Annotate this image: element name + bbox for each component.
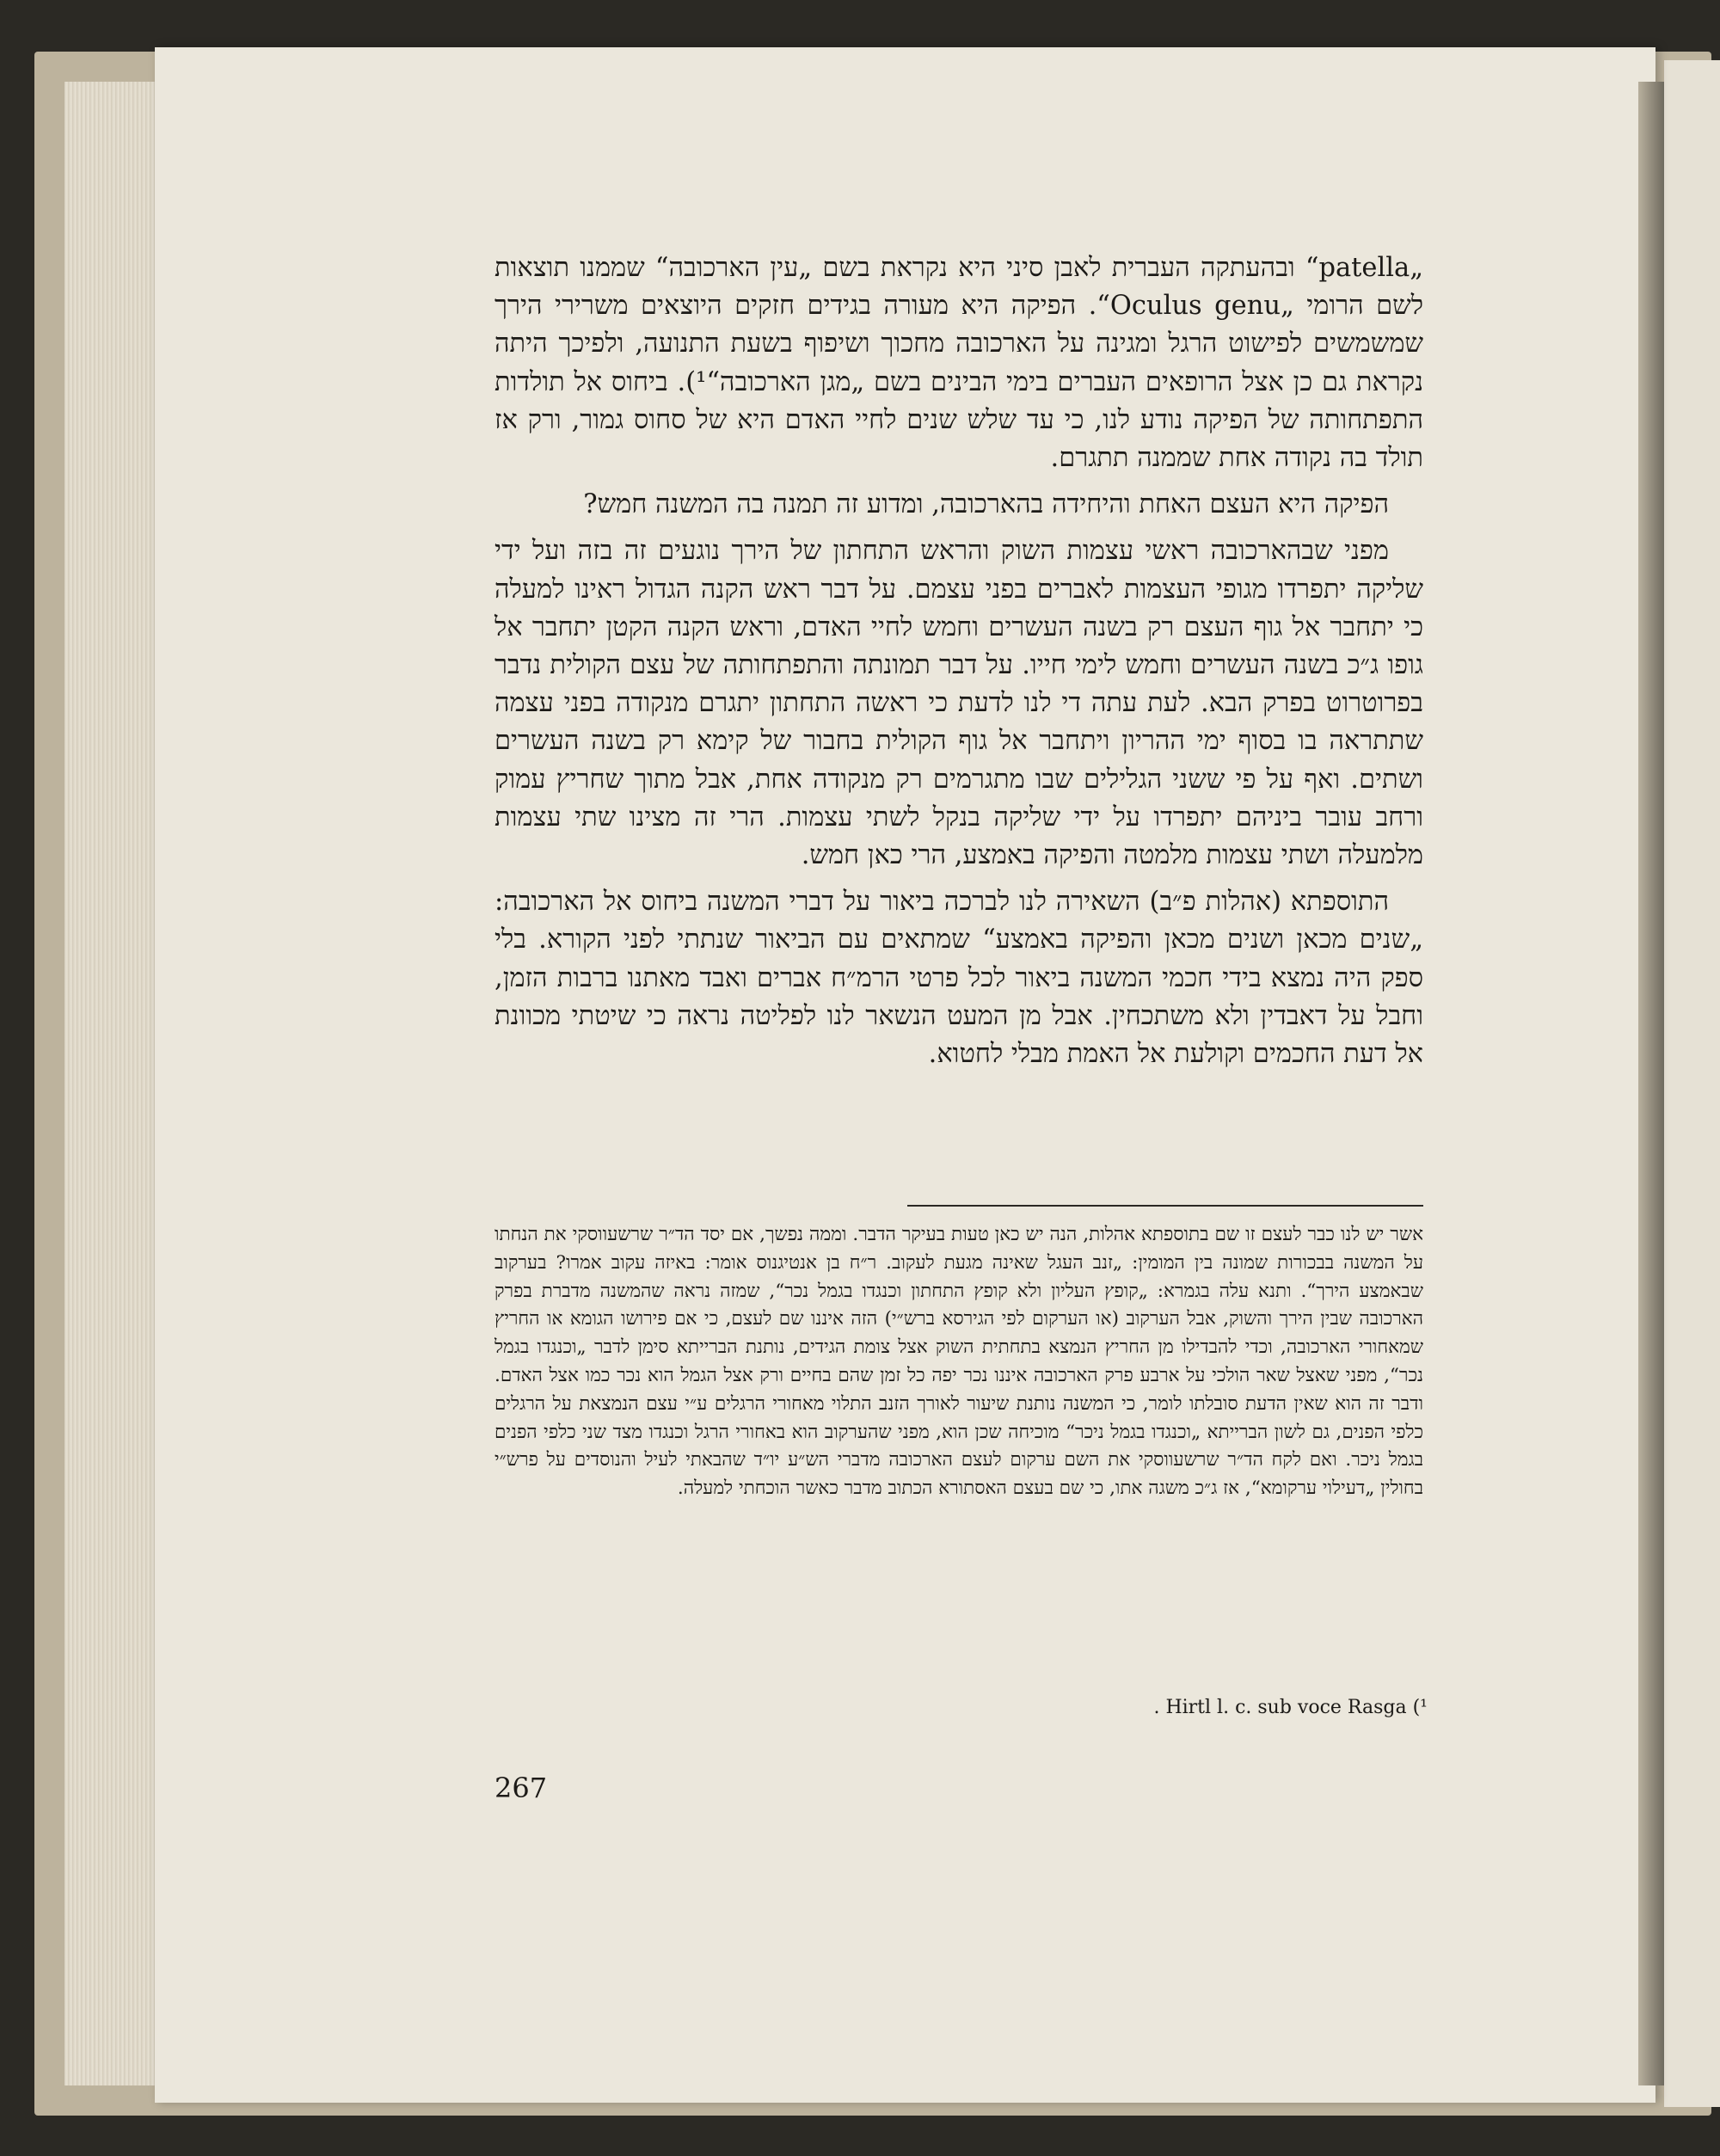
footnote-text: אשר יש לנו כבר לעצם זו שם בתוספתא אהלות, הנה יש כאן טעות בעיקר הדבר. וממה נפשך, אם יסד הד״ר שרשעווסקי את הנחתו על המשנה בבכורות שמונה בין המומין: „זנב העגל שאינה מגעת לעקוב. ר״ח בן אנטיגנוס אומר: באיזה עקוב אמרו? בערקוב שבאמצע הירך“. ותנא עלה בגמרא: „קופץ העליון ולא קופץ התחתון וכנגדו בגמל נכר“, שמזה נראה שהמשנה מדברת בפרק הארכובה שבין הירך והשוק, אבל הערקוב (או הערקום לפי הגירסא ברש״י) הזה איננו שם לעצם, כי אם פירושו הגומא או החריץ שמאחורי הארכובה, וכדי להבדילו מן החריץ הנמצא בתחתית השוק אצל צומת הגידים, נותנת הברייתא סימן לדבר „וכנגדו בגמל נכר“, מפני שאצל שאר הולכי על ארבע פרק הארכובה איננו נכר יפה כל זמן שהם בחיים ורק אצל הגמל הוא נכר כמו אצל האדם. ודבר זה הוא שאין הדעת סובלתו לומר, כי המשנה נותנת שיעור לאורך הזנב התלוי מאחורי הרגלים ע״י עצם הנמצאת על הרגלים כלפי הפנים, גם לשון הברייתא „וכנגדו בגמל ניכר“ מוכיחה שכן הוא, מפני שהערקוב הוא באחורי הרגל וכנגדו מצד שני כלפי הפנים בגמל ניכר. ואם לקח הד״ר שרשעווסקי את השם ערקום לעצם הארכובה מדברי הש״ע יו״ד שהבאתי לעיל והנוסדים על פרש״י בחולין „דעילוי ערקומא“, אז ג״כ משגה אתו, כי שם בעצם האסתורא הכתוב מדבר כאשר הוכחתי למעלה. — [494, 1224, 1423, 1500]
page-number: 267 — [494, 1772, 548, 1804]
footnote-separator — [907, 1205, 1423, 1207]
paragraph-1: „patella“ ובהעתקה העברית לאבן סיני היא נקראת בשם „עין הארכובה“ שממנו תוצאות לשם הרומי „Oculus genu“. הפיקה היא מעורה בגידים חזקים היוצאים משרירי הירך שמשמשים לפישוט הרגל ומגינה על הארכובה מחכוך ושיפוף בשעת התנועה, ולפיכך היתה נקראת גם כן אצל הרופאים העברים בימי הבינים בשם „מגן הארכובה“¹). ביחוס אל תולדות התפתחותה של הפיקה נודע לנו, כי עד שלש שנים לחיי האדם היא של סחוס גמור, ורק אז תולד בה נקודה אחת שממנה תתגרם. — [494, 253, 1423, 474]
page-edges — [64, 82, 168, 2085]
paragraph-3: מפני שבהארכובה ראשי עצמות השוק והראש התחתון של הירך נוגעים זה בזה ועל ידי שליקה יתפרדו מגופי העצמות לאברים בפני עצמם. על דבר ראש הקנה הגדול ראינו למעלה כי יתחבר אל גוף העצם רק בשנה העשרים וחמש לחיי האדם, וראש הקנה הקטן יתחבר אל גופו ג״כ בשנה העשרים וחמש לימי חייו. על דבר תמונתה והתפתחותה של עצם הקולית נדבר בפרוטרוט בפרק הבא. לעת עתה די לנו לדעת כי ראשה התחתון יתגרם מנקודה בפני עצמה שתתראה בו בסוף ימי ההריון ויתחבר אל גוף הקולית בחבור של קימא רק בשנה העשרים ושתים. ואף על פי ששני הגלילים שבו מתגרמים רק מנקודה אחת, אבל מתוך שחריץ עמוק ורחב עובר ביניהם יתפרדו על ידי שליקה בנקל לשתי עצמות. הרי זה מצינו שתי עצמות מלמעלה ושתי עצמות מלמטה והפיקה באמצע, הרי כאן חמש. — [494, 536, 1423, 871]
footnote-reference: ¹) Hirtl l. c. sub voce Rasga . — [1153, 1697, 1428, 1718]
footnotes — [494, 1221, 1423, 1503]
book-gutter — [1638, 82, 1664, 2085]
paragraph-4: התוספתא (אהלות פ״ב) השאירה לנו לברכה ביאור על דברי המשנה ביחוס אל הארכובה: „שנים מכאן ושנים מכאן והפיקה באמצע“ שמתאים עם הביאור שנתתי לפני הקורא. בלי ספק היה נמצא בידי חכמי המשנה ביאור לכל פרטי הרמ״ח אברים ואבד מאתנו ברבות הזמן, וחבל על דאבדין ולא משתכחין. אבל מן המעט הנשאר לנו לפליטה נראה כי שיטתי מכוונת אל דעת החכמים וקולעת אל האמת מבלי לחטוא. — [494, 887, 1423, 1070]
main-text — [494, 249, 1423, 1082]
next-page-edge — [1664, 60, 1720, 2107]
paragraph-2: הפיקה היא העצם האחת והיחידה בהארכובה, ומדוע זה תמנה בה המשנה חמש? — [583, 489, 1389, 520]
